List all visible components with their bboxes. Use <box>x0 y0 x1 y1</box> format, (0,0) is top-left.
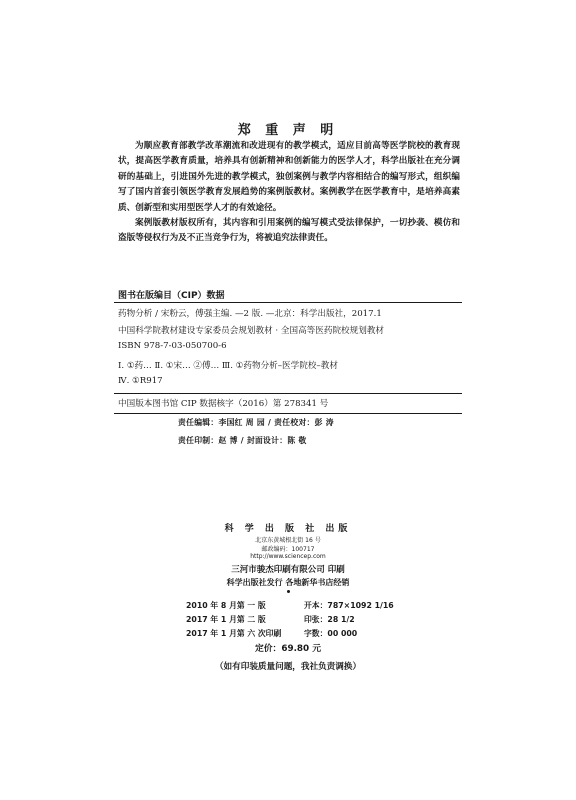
cip-mid-rule <box>114 393 462 394</box>
cip-line-2: 中国科学院教材建设专家委员会规划教材 · 全国高等医药院校规划教材 <box>118 326 385 336</box>
quality-notice: （如有印装质量问题，我社负责调换） <box>214 662 362 672</box>
edition-row-1 <box>186 600 394 611</box>
page-title: 郑 重 声 明 <box>237 123 339 138</box>
cip-bottom-rule <box>114 413 462 414</box>
cip-number: 中国版本图书馆 CIP 数据核字（2016）第 278341 号 <box>118 399 329 409</box>
declaration <box>118 139 460 247</box>
cip-heading: 图书在版编目（CIP）数据 <box>118 291 225 301</box>
declaration-paragraph-1: 为顺应教育部教学改革潮流和改进现有的教学模式，适应目前高等医学院校的教育现状，提高医学教育质量，培养具有创新精神和创新能力的医学人才，科学出版社在充分调研的基础上，引进国外先进的教学模式，独创案例与教学内容相结合的编写形式，组织编写了国内首套引领医学教育发展趋势的案例版教材。案例教学在医学教育中，是培养高素质、创新型和实用型医学人才的有效途径。 <box>118 141 460 213</box>
edition-date: 2017 年 1 月第 二 版 <box>186 615 266 624</box>
edition-row-2 <box>186 614 355 625</box>
edition-spec: 字数：00 000 <box>304 629 358 638</box>
distribution-info: 科学出版社发行 各地新华书店经销 <box>226 578 350 587</box>
cip-line-5: Ⅳ. ①R917 <box>118 376 163 386</box>
publisher-address: 北京东黄城根北街 16 号 <box>255 537 321 544</box>
publisher-postcode: 邮政编码：100717 <box>261 546 315 553</box>
edition-date: 2010 年 8 月第 一 版 <box>186 601 266 610</box>
responsibility-line-1: 责任编辑：李国红 周 园 / 责任校对：彭 涛 <box>178 418 334 427</box>
printer-name: 三河市骏杰印刷有限公司 印刷 <box>231 565 345 575</box>
edition-date: 2017 年 1 月第 六 次印刷 <box>186 629 282 638</box>
cip-top-rule <box>114 302 462 303</box>
edition-spec: 开本：787×1092 1/16 <box>304 601 394 610</box>
edition-row-3 <box>186 628 357 639</box>
edition-spec: 印张：28 1/2 <box>304 615 355 624</box>
cip-line-3: ISBN 978-7-03-050700-6 <box>118 341 227 351</box>
publisher-website: http://www.sciencep.com <box>250 553 326 560</box>
publisher-name: 科 学 出 版 社 出版 <box>224 524 352 534</box>
cip-line-4: Ⅰ. ①药… Ⅱ. ①宋… ②傅… Ⅲ. ①药物分析–医学院校–教材 <box>118 361 338 371</box>
responsibility-line-2: 责任印制：赵 博 / 封面设计：陈 敬 <box>178 436 307 445</box>
price: 定价：69.80 元 <box>254 644 322 654</box>
separator-dot <box>287 590 290 593</box>
cip-line-1: 药物分析 / 宋粉云，傅强主编. —2 版. —北京：科学出版社，2017.1 <box>118 309 382 319</box>
declaration-paragraph-2: 案例版教材版权所有，其内容和引用案例的编写模式受法律保护，一切抄袭、模仿和盗版等侵权行为及不正当竞争行为，将被追究法律责任。 <box>118 218 460 244</box>
